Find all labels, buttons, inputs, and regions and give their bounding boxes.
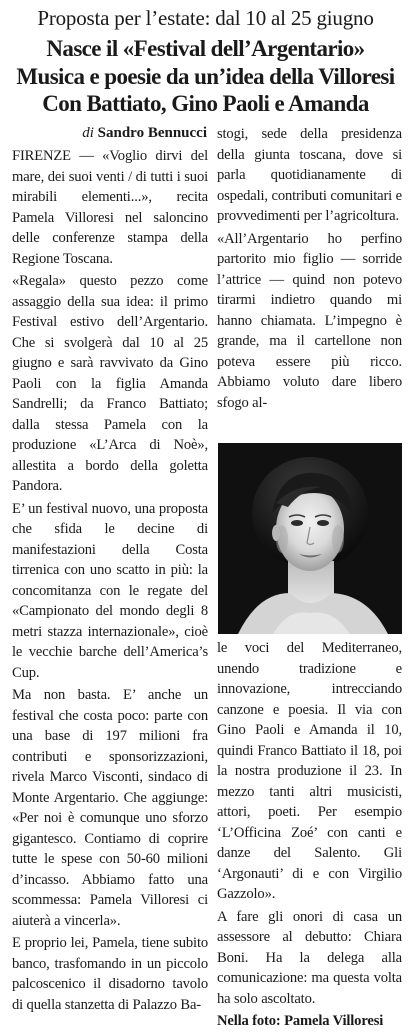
byline xyxy=(12,124,207,142)
paragraph: FIRENZE — «Voglio dirvi del mare, dei suoi venti / di tutti i suoi mirabili elementi...», recita Pamela Villoresi nel saloncino delle conferenze stampa della Regione Toscana. xyxy=(12,148,208,267)
headline-line-1: Nasce il «Festival dell’Argentario» xyxy=(46,36,365,61)
byline-author: Sandro Bennucci xyxy=(97,125,207,141)
paragraph: E proprio lei, Pamela, tiene subito banco, trasfomando in un piccolo palcoscenico il disadorno tavolo di quella stanzetta di Palazzo Ba- xyxy=(12,935,208,1013)
paragraph: stogi, sede della presidenza della giunta toscana, dove si parla quotidianamente di ospedali, contributi comunitari e provvedimenti per l’agricoltura. xyxy=(217,126,402,224)
headline-line-2: Musica e poesie da un’idea della Villoresi xyxy=(16,64,395,89)
paragraph: E’ un festival nuovo, una proposta che sfida le decine di manifestazioni della Costa tirrenica con uno scatto in più: la concomitanza con le regate del «Campionato del mondo degli 8 metri stazza internazionale», cioè le vecchie barche dell’America’s Cup. xyxy=(12,500,208,681)
paragraph: «Regala» questo pezzo come assaggio della sua idea: il primo Festival estivo dell’Argentario. Che si svolgerà dal 10 al 25 giugno e sarà ravvivato da Gino Paoli con la figlia Amanda Sandrelli; da Franco Battiato; dalla stessa Pamela con la produzione «L’Arca di Noè», allestita a bordo della goletta Pandora. xyxy=(12,273,208,494)
paragraph: Ma non basta. E’ anche un festival che costa poco: parte con una base di 197 milioni fra contributi e sponsorizzazioni, rivela Marco Visconti, sindaco di Monte Argentario. Che aggiunge: «Per noi è comunque uno sforzo gigantesco. Contiamo di coprire tutte le spese con 50-60 milioni d’incasso. Abbiamo fatto una scommessa: Pamela Villoresi ci aiuterà a vincerla». xyxy=(12,687,208,929)
paragraph: le voci del Mediterraneo, unendo tradizione e innovazione, intrecciando canzone e poesia. Il via con Gino Paoli e Amanda il 10, quindi Franco Battiato il 18, poi la nostra produzione il 23. In mezzo tanti altri musicisti, attori, poeti. Per esempio ‘L’Officina Zoé’ con canti e danze del Salento. Gli ‘Argonauti’ di e con Virgilio Gazzolo». xyxy=(217,640,402,902)
right-column-bottom xyxy=(217,638,402,1032)
left-column xyxy=(12,146,208,1015)
headline-line-3: Con Battiato, Gino Paoli e Amanda xyxy=(42,91,369,116)
portrait-image xyxy=(218,443,402,634)
right-column-top xyxy=(217,124,402,413)
paragraph: «All’Argentario ho perfino partorito mio figlio — sorride l’attrice — quind non potevo tirarmi indietro quando mi hanno chiamata. L’impegno è grande, ma il cartellone non poteva essere più ricco. Abbiamo voluto dare libero sfogo al- xyxy=(217,230,402,411)
byline-prefix: di xyxy=(82,125,94,141)
article-kicker: Proposta per l’estate: dal 10 al 25 giugno xyxy=(37,6,374,30)
portrait-photo xyxy=(218,443,402,634)
photo-caption: Nella foto: Pamela Villoresi xyxy=(217,1013,384,1029)
paragraph: A fare gli onori di casa un assessore al debutto: Chiara Boni. Ha la delega alla comunicazione: ma questa volta ha solo ascoltato. xyxy=(217,908,402,1007)
